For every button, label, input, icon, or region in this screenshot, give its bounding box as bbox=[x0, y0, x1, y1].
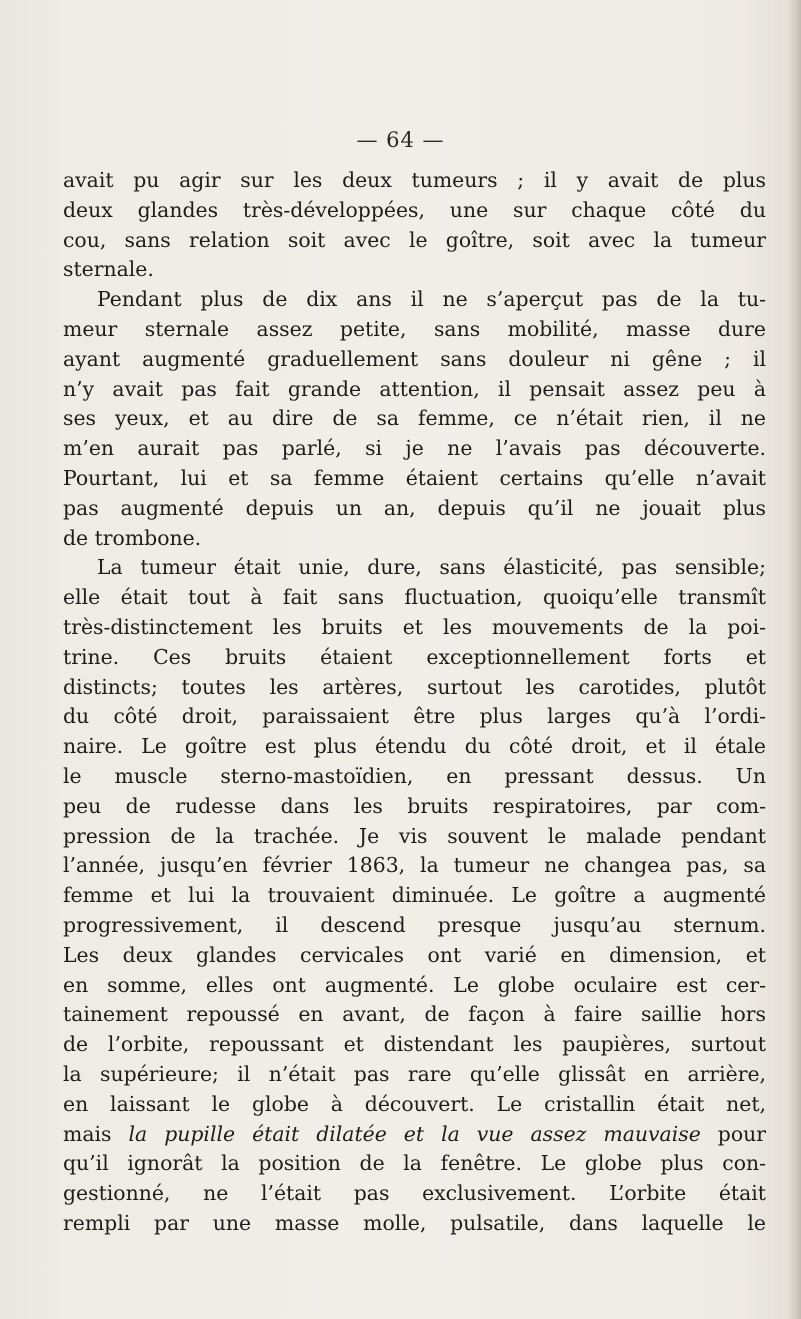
text-line: ses yeux, et au dire de sa femme, ce n’était rien, il ne bbox=[63, 406, 766, 431]
text-line: la supérieure; il n’était pas rare qu’elle glissât en arrière, bbox=[63, 1061, 766, 1086]
text-line: peu de rudesse dans les bruits respiratoires, par com- bbox=[63, 793, 766, 818]
text-line: tainement repoussé en avant, de façon à faire saillie hors bbox=[63, 1002, 766, 1027]
text-line: progressivement, il descend presque jusqu’au sternum. bbox=[63, 912, 766, 937]
text-line: pas augmenté depuis un an, depuis qu’il ne jouait plus bbox=[63, 495, 766, 520]
text-line: qu’il ignorât la position de la fenêtre. Le globe plus con- bbox=[63, 1151, 766, 1176]
text-line: Pourtant, lui et sa femme étaient certains qu’elle n’avait bbox=[63, 465, 766, 490]
text-line: sternale. bbox=[63, 257, 154, 282]
text-line: le muscle sterno-mastoïdien, en pressant dessus. Un bbox=[63, 763, 766, 788]
text-line: cou, sans relation soit avec le goître, soit avec la tumeur bbox=[63, 227, 766, 252]
text-line: du côté droit, paraissaient être plus larges qu’à l’ordi- bbox=[63, 704, 766, 729]
text-line: avait pu agir sur les deux tumeurs ; il y avait de plus bbox=[63, 168, 766, 192]
text-segment: mais bbox=[63, 1121, 129, 1146]
body-text bbox=[63, 166, 766, 1239]
text-line: deux glandes très-développées, une sur chaque côté du bbox=[63, 197, 766, 222]
text-line-with-italic bbox=[63, 1120, 766, 1150]
text-line: naire. Le goître est plus étendu du côté droit, et il étale bbox=[63, 734, 766, 759]
page-number: — 64 — bbox=[356, 128, 445, 152]
text-line: ayant augmenté graduellement sans douleur ni gêne ; il bbox=[63, 346, 766, 371]
text-line: n’y avait pas fait grande attention, il pensait assez peu à bbox=[63, 376, 766, 401]
text-line: de trombone. bbox=[63, 525, 202, 550]
text-line: de l’orbite, repoussant et distendant les paupières, surtout bbox=[63, 1032, 766, 1057]
text-line: meur sternale assez petite, sans mobilité, masse dure bbox=[63, 316, 766, 341]
text-line: très-distinctement les bruits et les mouvements de la poi- bbox=[63, 614, 766, 639]
text-line: Pendant plus de dix ans il ne s’aperçut pas de la tu- bbox=[97, 287, 766, 312]
text-line: distincts; toutes les artères, surtout les carotides, plutôt bbox=[63, 674, 766, 699]
text-line: La tumeur était unie, dure, sans élasticité, pas sensible; bbox=[97, 555, 766, 580]
text-line: gestionné, ne l’était pas exclusivement. L’orbite était bbox=[63, 1181, 766, 1206]
text-line: l’année, jusqu’en février 1863, la tumeur ne changea pas, sa bbox=[63, 853, 766, 878]
text-segment: pour bbox=[700, 1121, 766, 1146]
text-line: femme et lui la trouvaient diminuée. Le goître a augmenté bbox=[63, 883, 766, 908]
italic-phrase: la pupille était dilatée et la vue assez mauvaise bbox=[128, 1121, 701, 1146]
page-edge-shadow bbox=[787, 0, 801, 1319]
text-line: en somme, elles ont augmenté. Le globe oculaire est cer- bbox=[63, 972, 766, 997]
text-line: en laissant le globe à découvert. Le cristallin était net, bbox=[63, 1091, 766, 1116]
text-line: rempli par une masse molle, pulsatile, dans laquelle le bbox=[63, 1210, 766, 1235]
text-line: m’en aurait pas parlé, si je ne l’avais pas découverte. bbox=[63, 436, 766, 461]
text-line: trine. Ces bruits étaient exceptionnellement forts et bbox=[63, 644, 766, 669]
text-line: elle était tout à fait sans fluctuation, quoiqu’elle transmît bbox=[63, 585, 766, 610]
text-line: Les deux glandes cervicales ont varié en dimension, et bbox=[63, 942, 766, 967]
text-line: pression de la trachée. Je vis souvent le malade pendant bbox=[63, 823, 766, 848]
